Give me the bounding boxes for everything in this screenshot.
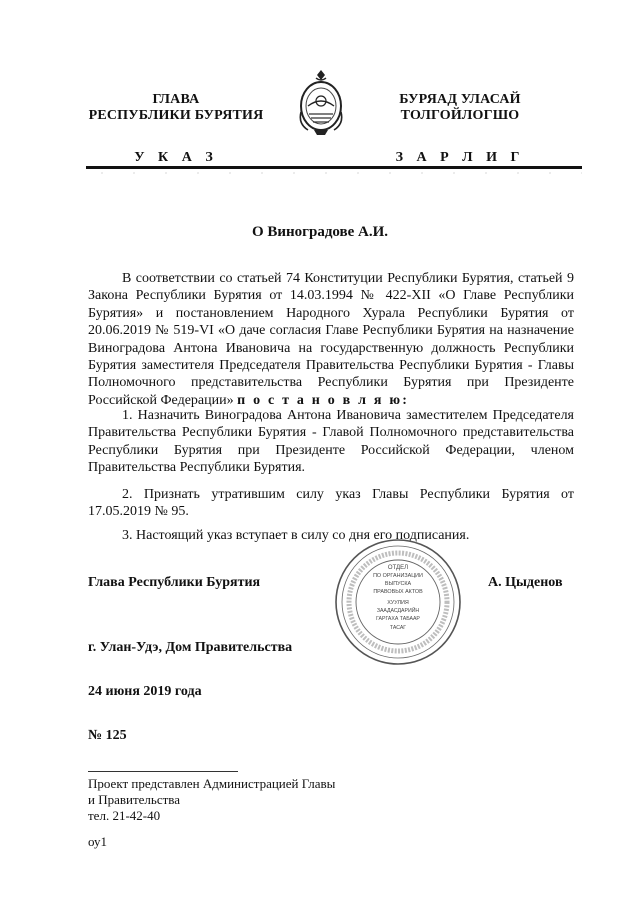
preamble-paragraph bbox=[88, 270, 574, 409]
issue-date: 24 июня 2019 года bbox=[88, 684, 202, 699]
item-3: 3. Настоящий указ вступает в силу со дня его подписания. bbox=[122, 528, 470, 543]
decree-number: № 125 bbox=[88, 728, 127, 743]
footer-line-3: тел. 21-42-40 bbox=[88, 808, 161, 823]
document-title: О Виноградове А.И. bbox=[251, 224, 389, 240]
footer-note bbox=[88, 776, 335, 824]
document-code: оу1 bbox=[88, 834, 108, 849]
header-right-line1: БУРЯАД УЛАСАЙ bbox=[399, 92, 521, 107]
signatory-name: А. Цыденов bbox=[488, 575, 563, 590]
header-right-kind: З А Р Л И Г bbox=[395, 150, 525, 165]
header-dotted-line bbox=[86, 172, 582, 174]
signatory-position: Глава Республики Бурятия bbox=[88, 575, 261, 590]
stamp-line-1: ОТДЕЛ bbox=[387, 565, 409, 571]
footer-line-1: Проект представлен Администрацией Главы bbox=[88, 776, 336, 791]
header-left bbox=[76, 92, 276, 166]
stamp-line-7: ГАРГАХА ТАБААР bbox=[376, 616, 420, 622]
header-right-line2: ТОЛГОЙЛОГШО bbox=[400, 108, 520, 123]
item-2: 2. Признать утратившим силу указ Главы Республики Бурятия от 17.05.2019 № 95. bbox=[88, 487, 574, 520]
footer-divider bbox=[88, 771, 238, 772]
stamp-line-3: ВЫПУСКА bbox=[384, 581, 412, 587]
header-left-line2: РЕСПУБЛИКИ БУРЯТИЯ bbox=[88, 108, 264, 123]
stamp-line-5: ХУУЛИЯ bbox=[387, 600, 409, 606]
header-left-kind: У К А З bbox=[134, 150, 218, 165]
footer-line-2: и Правительства bbox=[88, 792, 181, 807]
item-1: 1. Назначить Виноградова Антона Ивановича заместителем Председателя Правительства Республики Бурятия - Главой Полномочного представительства Республики Бурятия при Президенте Российской Федерации, членом Правительства Республики Бурятия. bbox=[88, 408, 574, 476]
official-stamp bbox=[330, 538, 466, 666]
stamp-line-6: ЗААДАСДАРИЙН bbox=[376, 608, 420, 614]
preamble-text: В соответствии со статьей 74 Конституции Республики Бурятия, статьей 9 Закона Республики Бурятия от 14.03.1994 № 422-XII «О Главе Республики Бурятия» и постановлением Народного Хурала Республики Бурятия от 20.06.2019 № 519-VI «О даче согласия Главе Республики Бурятия на назначение Виноградова Антона Ивановича на государственную должность Республики Бурятия заместителя Председателя Правительства Республики Бурятия - Главы Полномочного представительства Республики Бурятия при Президенте Российской Федерации» bbox=[88, 271, 574, 408]
header-right bbox=[360, 92, 560, 166]
stamp-line-4: ПРАВОВЫХ АКТОВ bbox=[373, 589, 423, 595]
coat-of-arms-icon bbox=[294, 68, 348, 138]
stamp-line-8: ТАСАГ bbox=[389, 625, 407, 631]
header-left-line1: ГЛАВА bbox=[152, 92, 200, 107]
stamp-line-2: ПО ОРГАНИЗАЦИИ bbox=[373, 573, 423, 579]
header-divider bbox=[86, 166, 582, 169]
issue-place: г. Улан-Удэ, Дом Правительства bbox=[88, 640, 293, 655]
decree-word: п о с т а н о в л я ю: bbox=[237, 392, 410, 408]
